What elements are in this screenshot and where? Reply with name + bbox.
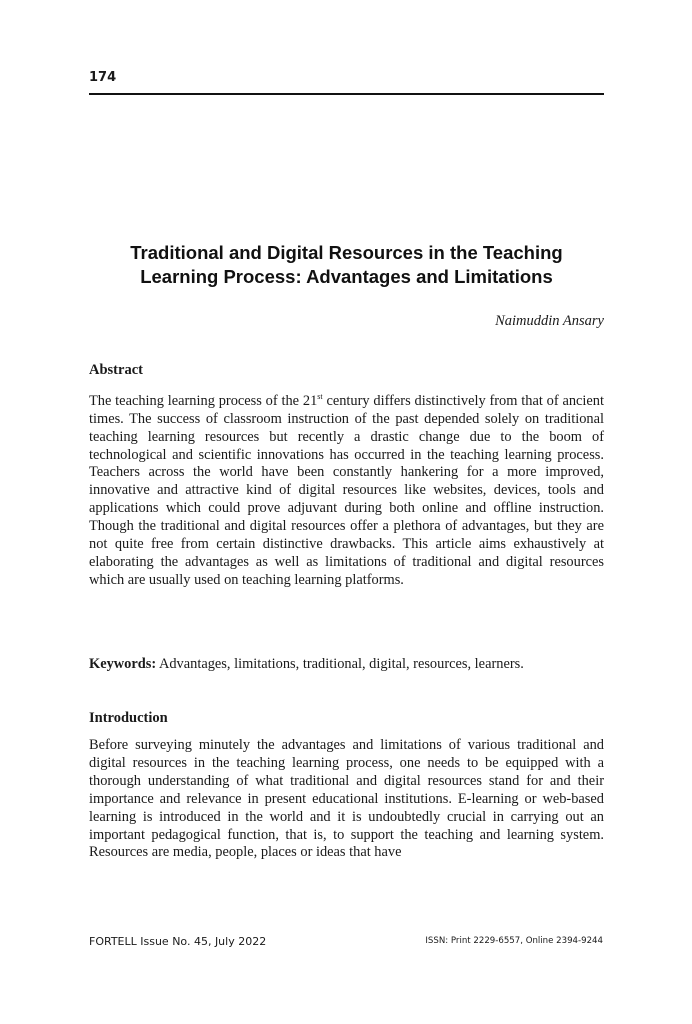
article-title: Traditional and Digital Resources in the Teaching Learning Process: Advantages and Limitations <box>130 242 563 287</box>
introduction-heading: Introduction <box>89 710 168 726</box>
abstract-text-part2: century differs distinctively from that of ancient times. The success of classroom instruction of the past depended solely on traditional teaching learning resources but recently a drastic change due to the boom of technological and scientific innovations has occurred in the teaching learning process. Teachers across the world have been constantly hankering for a more improved, innovative and attractive kind of digital resources like websites, devices, tools and applications which could prove adjuvant during both online and offline instruction. Though the traditional and digital resources offer a plethora of advantages, but they are not quite free from certain distinctive drawbacks. This article aims exhaustively at elaborating the advantages as well as limitations of traditional and digital resources which are usually used on teaching learning platforms. <box>89 392 605 588</box>
introduction-text: Before surveying minutely the advantages and limitations of various traditional and digital resources in the teaching learning process, one needs to be equipped with a thorough understanding of what traditional and digital resources stand for and their importance and relevance in present educational institutions. E-learning or web-based learning is introduced in the world and it is undoubtedly crucial in carrying out an important pedagogical function, that is, to support the teaching and learning system. Resources are media, people, places or ideas that have <box>89 737 604 861</box>
abstract-text-part1: The teaching learning process of the 21 <box>89 392 318 409</box>
keywords-text: Advantages, limitations, traditional, digital, resources, learners. <box>156 656 524 672</box>
header-rule <box>89 93 604 95</box>
keywords-label: Keywords: <box>89 656 157 672</box>
keywords <box>89 656 604 674</box>
author-name: Naimuddin Ansary <box>495 313 604 329</box>
abstract-heading: Abstract <box>89 362 143 378</box>
abstract-text <box>89 388 604 590</box>
footer-issn: ISSN: Print 2229-6557, Online 2394-9244 <box>425 936 603 946</box>
footer-journal: FORTELL Issue No. 45, July 2022 <box>89 935 267 948</box>
abstract-superscript: st <box>317 392 323 401</box>
page-number: 174 <box>89 70 117 85</box>
